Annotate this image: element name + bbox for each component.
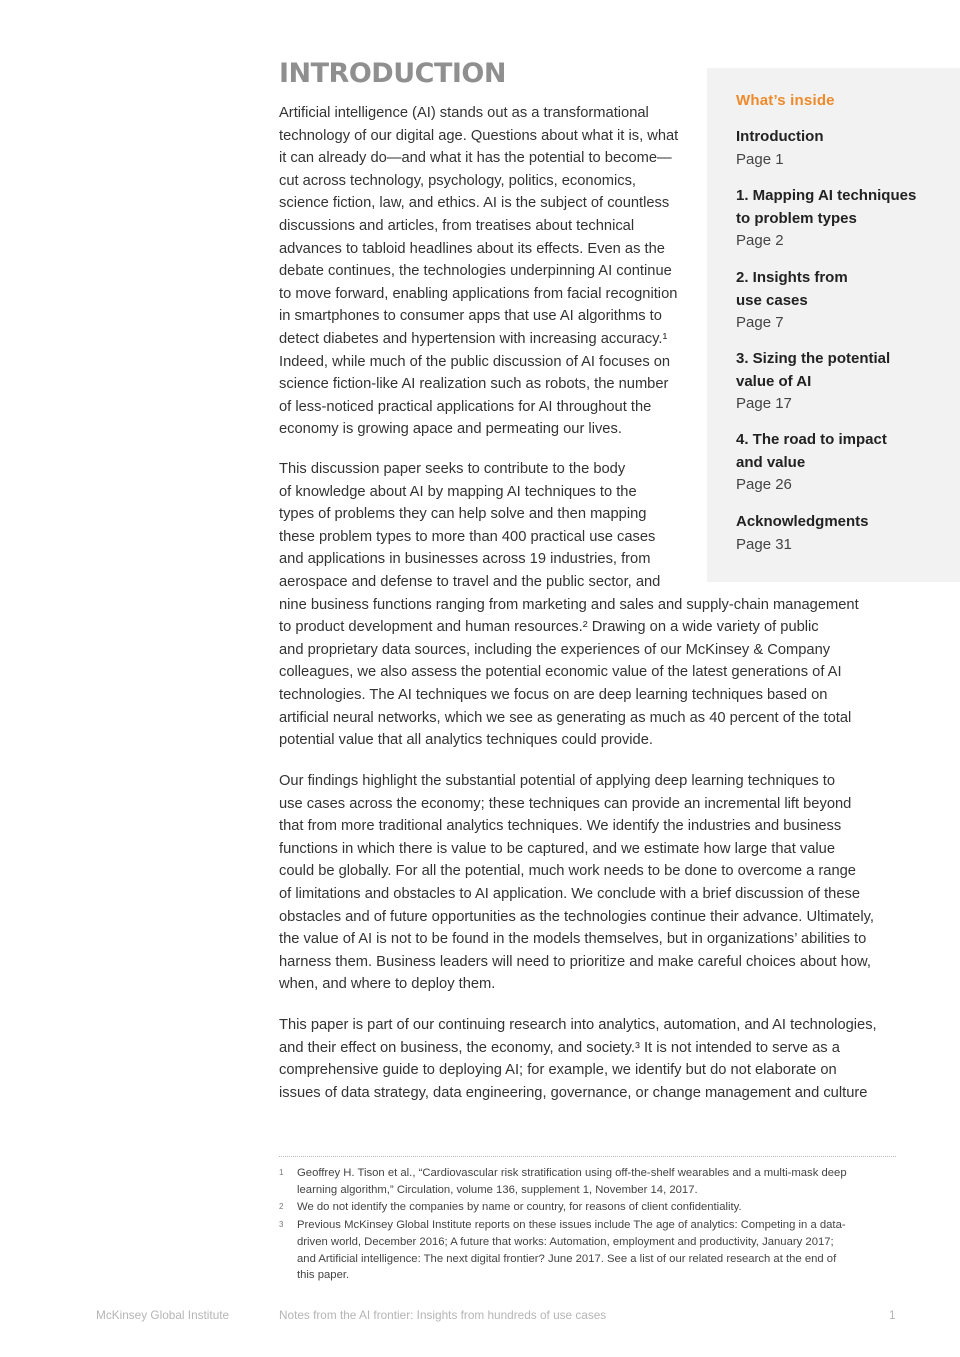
text-line: artificial neural networks, which we see as generating as much as 40 percent of the total bbox=[279, 709, 852, 726]
text-line: technologies. The AI techniques we focus on are deep learning techniques based on bbox=[279, 686, 828, 703]
text-line: these problem types to more than 400 practical use cases bbox=[279, 528, 656, 545]
text-line: this paper. bbox=[297, 1269, 350, 1282]
text-line: use cases across the economy; these techniques can provide an incremental lift beyond bbox=[279, 795, 852, 812]
footnote-divider bbox=[279, 1156, 896, 1157]
text-line: to move forward, enabling applications from facial recognition bbox=[279, 285, 678, 302]
text-line: This paper is part of our continuing research into analytics, automation, and AI technologies, bbox=[279, 1017, 877, 1033]
text-line: Indeed, while much of the public discussion of AI focuses on bbox=[279, 353, 671, 370]
toc-item-insights-from-use-cases[interactable] bbox=[736, 267, 946, 335]
text-line: types of problems they can help solve and then mapping bbox=[279, 506, 647, 523]
footnote-number: 1 bbox=[279, 1168, 284, 1177]
text-line: nine business functions ranging from marketing and sales and supply-chain management bbox=[279, 596, 859, 613]
text-line: cut across technology, psychology, politics, economics, bbox=[279, 172, 637, 189]
text-line: in smartphones to consumer apps that use AI algorithms to bbox=[279, 308, 662, 325]
toc-item-page: Page 26 bbox=[736, 476, 792, 494]
text-line: economy is growing apace and permeating our lives. bbox=[279, 421, 622, 438]
text-line: learning algorithm,” Circulation, volume 136, supplement 1, November 14, 2017. bbox=[297, 1183, 698, 1196]
text-line: Our findings highlight the substantial potential of applying deep learning techniques to bbox=[279, 773, 836, 789]
toc-item-title: Acknowledgments bbox=[736, 513, 869, 530]
toc-item-page: Page 7 bbox=[736, 314, 784, 332]
text-line: Artificial intelligence (AI) stands out as a transformational bbox=[279, 105, 649, 121]
text-line: driven world, December 2016; A future that works: Automation, employment and productivity, January 2017; bbox=[297, 1235, 834, 1248]
footer-organization: McKinsey Global Institute bbox=[96, 1308, 230, 1322]
page-title: INTRODUCTION bbox=[279, 58, 506, 89]
text-line: issues of data strategy, data engineering, governance, or change management and culture bbox=[279, 1084, 868, 1101]
text-line: could be globally. For all the potential, much work needs to be done to overcome a range bbox=[279, 863, 856, 880]
body-paragraph bbox=[279, 770, 874, 996]
text-line: of knowledge about AI by mapping AI techniques to the bbox=[279, 483, 637, 500]
footnote-text bbox=[297, 1217, 846, 1284]
text-line: debate continues, the technologies underpinning AI continue bbox=[279, 263, 672, 280]
text-line: that from more traditional analytics techniques. We identify the industries and business bbox=[279, 818, 842, 835]
toc-item-mapping-ai-techniques[interactable] bbox=[736, 185, 946, 253]
toc-item-page: Page 2 bbox=[736, 232, 784, 250]
text-line: and Artificial intelligence: The next digital frontier? June 2017. See a list of our related research at the end of bbox=[297, 1252, 837, 1265]
text-line: the value of AI is not to be found in the models themselves, but in organizations’ abilities to bbox=[279, 931, 867, 948]
toc-item-page: Page 17 bbox=[736, 395, 792, 413]
text-line: Previous McKinsey Global Institute reports on these issues include The age of analytics: Competing in a data- bbox=[297, 1219, 846, 1231]
text-line: This discussion paper seeks to contribute to the body bbox=[279, 461, 626, 477]
text-line: when, and where to deploy them. bbox=[279, 976, 496, 993]
text-line: science fiction-like AI realization such as robots, the number bbox=[279, 376, 669, 393]
text-line: it can already do—and what it has the potential to become— bbox=[279, 150, 672, 167]
text-line: We do not identify the companies by name or country, for reasons of client confidentiality. bbox=[297, 1201, 742, 1213]
text-line: to product development and human resources.² Drawing on a wide variety of public bbox=[279, 619, 819, 636]
text-line: of less-noticed practical applications for AI throughout the bbox=[279, 398, 652, 415]
body-paragraph bbox=[279, 102, 678, 441]
toc-item-title: Introduction bbox=[736, 128, 824, 145]
text-line: and their effect on business, the economy, and society.³ It is not intended to serve as a bbox=[279, 1039, 840, 1056]
text-line: obstacles and of future opportunities as the technologies continue their advance. Ultimately, bbox=[279, 908, 874, 925]
text-line: and proprietary data sources, including the experiences of our McKinsey & Company bbox=[279, 641, 831, 658]
text-line: harness them. Business leaders will need to prioritize and make careful choices about how, bbox=[279, 953, 871, 970]
toc-item-title: 3. Sizing the potential value of AI bbox=[736, 350, 891, 390]
footnote-text bbox=[297, 1165, 847, 1199]
text-line: advances to tabloid headlines about its effects. Even as the bbox=[279, 240, 665, 257]
text-line: potential value that all analytics techniques could provide. bbox=[279, 732, 653, 749]
toc-item-title: 4. The road to impact and value bbox=[736, 431, 887, 471]
text-line: and applications in businesses across 19 industries, from bbox=[279, 551, 651, 568]
text-line: functions in which there is value to be captured, and we estimate how large that value bbox=[279, 840, 836, 857]
text-line: colleagues, we also assess the potential economic value of the latest generations of AI bbox=[279, 664, 842, 681]
body-paragraph bbox=[279, 458, 859, 752]
footer-page-number: 1 bbox=[889, 1308, 896, 1322]
body-paragraph bbox=[279, 1014, 877, 1104]
text-line: aerospace and defense to travel and the public sector, and bbox=[279, 573, 661, 590]
toc-item-introduction[interactable] bbox=[736, 126, 946, 171]
text-line: technology of our digital age. Questions about what it is, what bbox=[279, 127, 679, 144]
text-line: Geoffrey H. Tison et al., “Cardiovascular risk stratification using off-the-shelf wearables and a multi-mask deep bbox=[297, 1167, 847, 1179]
text-line: comprehensive guide to deploying AI; for example, we identify but do not elaborate on bbox=[279, 1062, 837, 1079]
toc-item-title: 1. Mapping AI techniques to problem types bbox=[736, 187, 917, 227]
toc-item-page: Page 31 bbox=[736, 535, 792, 553]
footnote-number: 3 bbox=[279, 1220, 284, 1229]
text-line: science fiction, law, and ethics. AI is the subject of countless bbox=[279, 195, 670, 212]
footnote-number: 2 bbox=[279, 1202, 284, 1211]
toc-item-title: 2. Insights from use cases bbox=[736, 269, 848, 309]
toc-item-page: Page 1 bbox=[736, 150, 784, 168]
text-line: discussions and articles, from treatises about technical bbox=[279, 217, 635, 234]
footnote-text bbox=[297, 1199, 742, 1216]
toc-item-sizing-potential-value[interactable] bbox=[736, 348, 946, 416]
text-line: of limitations and obstacles to AI application. We conclude with a brief discussion of these bbox=[279, 885, 861, 902]
footer-document-title: Notes from the AI frontier: Insights from hundreds of use cases bbox=[279, 1308, 607, 1322]
text-line: detect diabetes and hypertension with increasing accuracy.¹ bbox=[279, 330, 668, 347]
whats-inside-heading: What’s inside bbox=[736, 92, 835, 109]
